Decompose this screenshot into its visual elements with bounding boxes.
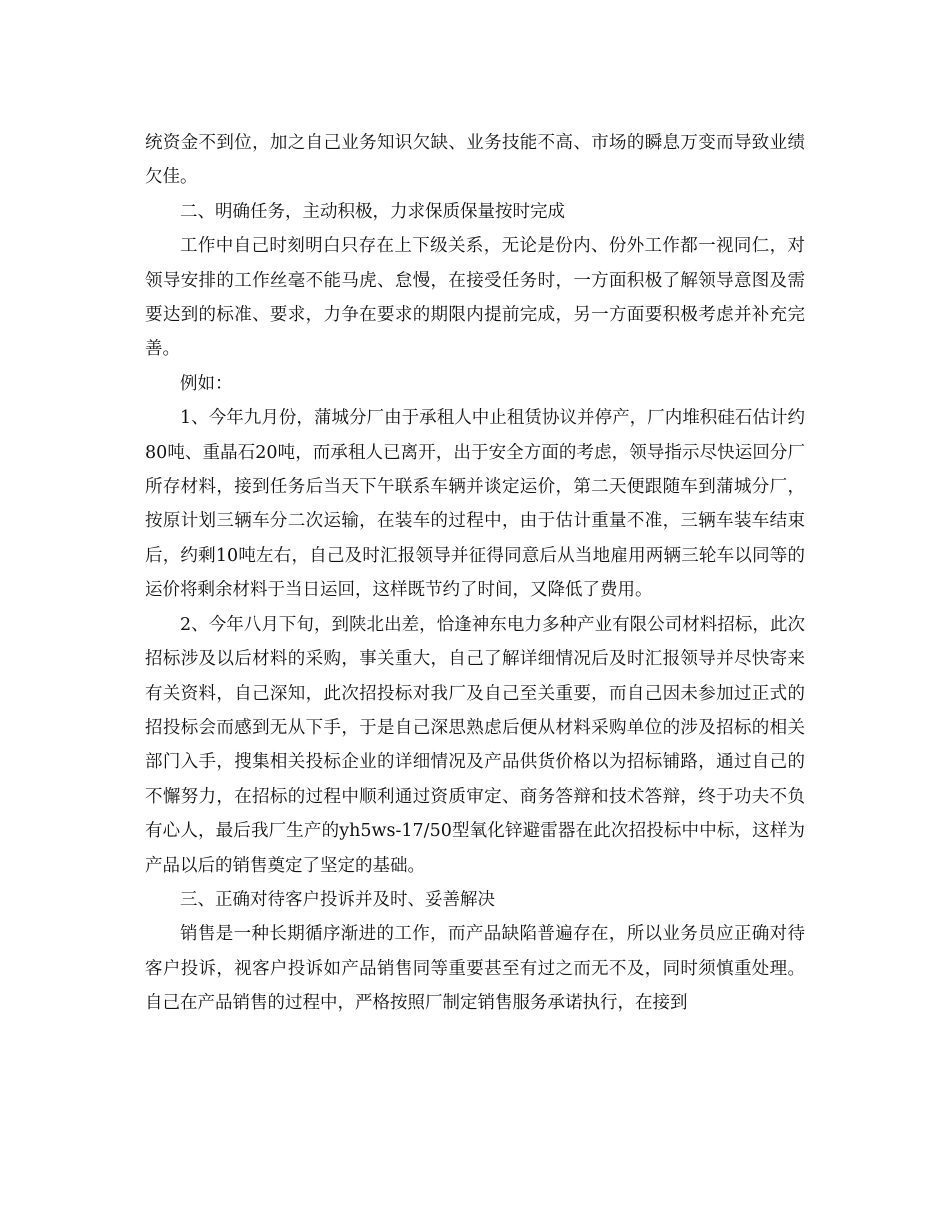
paragraph-example-1: 1、今年九月份，蒲城分厂由于承租人中止租赁协议并停产，厂内堆积硅石估计约80吨、重晶石20吨，而承租人已离开，出于安全方面的考虑，领导指示尽快运回分厂所存材料，接到任务后当天下午联系车辆并谈定运价，第二天便跟随车到蒲城分厂，按原计划三辆车分二次运输，在装车的过程中，由于估计重量不准，三辆车装车结束后，约剩10吨左右，自己及时汇报领导并征得同意后从当地雇用两辆三轮车以同等的运价将剩余材料于当日运回，这样既节约了时间，又降低了费用。 [145, 408, 805, 601]
section-heading-3: 三、正确对待客户投诉并及时、妥善解决 [180, 889, 495, 910]
paragraph-example-label: 例如： [180, 373, 233, 394]
paragraph-task-attitude: 工作中自己时刻明白只存在上下级关系，无论是份内、份外工作都一视同仁，对领导安排的工作丝毫不能马虎、怠慢，在接受任务时，一方面积极了解领导意图及需要达到的标准、要求，力争在要求的期限内提前完成，另一方面要积极考虑并补充完善。 [145, 236, 805, 360]
section-heading-2: 二、明确任务，主动积极，力求保质保量按时完成 [180, 201, 565, 222]
paragraph-example-2: 2、今年八月下旬，到陕北出差，恰逢神东电力多种产业有限公司材料招标，此次招标涉及以后材料的采购，事关重大，自己了解详细情况后及时汇报领导并尽快寄来有关资料，自己深知，此次招投标对我厂及自己至关重要，而自己因未参加过正式的招投标会而感到无从下手，于是自己深思熟虑后便从材料采购单位的涉及招标的相关部门入手，搜集相关投标企业的详细情况及产品供货价格以为招标铺路，通过自己的不懈努力，在招标的过程中顺利通过资质审定、商务答辩和技术答辩，终于功夫不负有心人，最后我厂生产的yh5ws-17/50型氧化锌避雷器在此次招投标中中标，这样为产品以后的销售奠定了坚定的基础。 [145, 614, 805, 876]
paragraph-customer-complaints: 销售是一种长期循序渐进的工作，而产品缺陷普遍存在，所以业务员应正确对待客户投诉，视客户投诉如产品销售同等重要甚至有过之而无不及，同时须慎重处理。自己在产品销售的过程中，严格按照厂制定销售服务承诺执行，在接到 [145, 924, 805, 1014]
document-page [145, 126, 805, 1021]
paragraph-continuation: 统资金不到位，加之自己业务知识欠缺、业务技能不高、市场的瞬息万变而导致业绩欠佳。 [145, 133, 805, 188]
